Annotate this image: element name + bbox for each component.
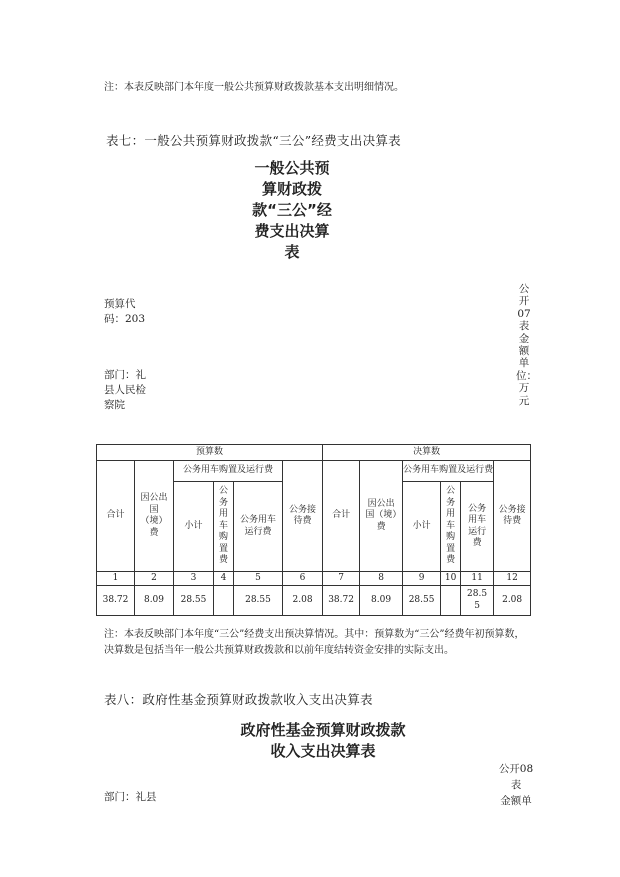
col-number: 10 xyxy=(441,572,461,586)
budget-vehicle-purchase-value xyxy=(214,586,234,616)
budget-subtotal-header: 小计 xyxy=(174,482,214,572)
final-reception-header: 公务接待费 xyxy=(494,461,531,572)
budget-group-header: 预算数 xyxy=(97,445,323,461)
table8-title: 政府性基金预算财政拨款收入支出决算表 xyxy=(240,721,406,760)
final-vehicle-group-header: 公务用车购置及运行费 xyxy=(403,461,494,482)
col-number: 7 xyxy=(323,572,360,586)
budget-total-value: 38.72 xyxy=(97,586,135,616)
final-reception-value: 2.08 xyxy=(494,586,531,616)
final-vehicle-purchase-value xyxy=(441,586,461,616)
col-number: 1 xyxy=(97,572,135,586)
col-number: 11 xyxy=(461,572,494,586)
budget-subtotal-value: 28.55 xyxy=(174,586,214,616)
value-row xyxy=(97,586,531,616)
table8-right-label-2: 表 xyxy=(510,779,522,791)
final-vehicle-purchase-header: 公务用车购置费 xyxy=(441,482,461,572)
column-number-row xyxy=(97,572,531,586)
final-subtotal-value: 28.55 xyxy=(403,586,441,616)
final-total-value: 38.72 xyxy=(323,586,360,616)
budget-reception-value: 2.08 xyxy=(283,586,323,616)
final-abroad-value: 8.09 xyxy=(360,586,403,616)
col-number: 8 xyxy=(360,572,403,586)
final-vehicle-operation-value: 28.55 xyxy=(461,586,494,616)
table8-dept-label: 部门：礼县 xyxy=(104,791,157,803)
col-number: 6 xyxy=(283,572,323,586)
budget-total-header: 合计 xyxy=(97,461,135,572)
budget-vehicle-operation-value: 28.55 xyxy=(234,586,283,616)
budget-reception-header: 公务接待费 xyxy=(283,461,323,572)
col-number: 5 xyxy=(234,572,283,586)
col-number: 4 xyxy=(214,572,234,586)
col-number: 9 xyxy=(403,572,441,586)
budget-vehicle-group-header: 公务用车购置及运行费 xyxy=(174,461,283,482)
budget-vehicle-operation-header: 公务用车运行费 xyxy=(234,482,283,572)
table7-note: 注：本表反映部门本年度“三公”经费支出预决算情况。其中：预算数为“三公”经费年初预算数，决算数是包括当年一般公共预算财政拨款和以前年度结转资金安排的实际支出。 xyxy=(104,629,525,656)
final-group-header: 决算数 xyxy=(323,445,531,461)
table8-right-label-3: 金额单 xyxy=(500,795,532,807)
final-abroad-header: 因公出国（境）费 xyxy=(360,461,403,572)
table7-section-title: 表七：一般公共预算财政拨款“三公”经费支出决算表 xyxy=(106,133,401,148)
final-subtotal-header: 小计 xyxy=(403,482,441,572)
col-number: 3 xyxy=(174,572,214,586)
top-note: 注：本表反映部门本年度一般公共预算财政拨款基本支出明细情况。 xyxy=(104,82,404,93)
final-total-header: 合计 xyxy=(323,461,360,572)
table8-right-label-1: 公开08 xyxy=(498,763,534,775)
col-number: 2 xyxy=(135,572,174,586)
table7-title: 一般公共预算财政拨款“三公”经费支出决算表 xyxy=(252,159,332,261)
three-public-expense-table xyxy=(96,444,531,616)
col-number: 12 xyxy=(494,572,531,586)
table8-section-title: 表八：政府性基金预算财政拨款收入支出决算表 xyxy=(104,692,373,707)
table7-dept-label: 部门：礼县人民检察院 xyxy=(104,369,146,411)
table7-code-label: 预算代码：203 xyxy=(104,298,146,325)
table7-right-label: 公开07表金额单位：万元 xyxy=(516,283,537,407)
budget-abroad-header: 因公出国（境）费 xyxy=(135,461,174,572)
budget-vehicle-purchase-header: 公务用车购置费 xyxy=(214,482,234,572)
final-vehicle-operation-header: 公务用车运行费 xyxy=(461,482,494,572)
budget-abroad-value: 8.09 xyxy=(135,586,174,616)
